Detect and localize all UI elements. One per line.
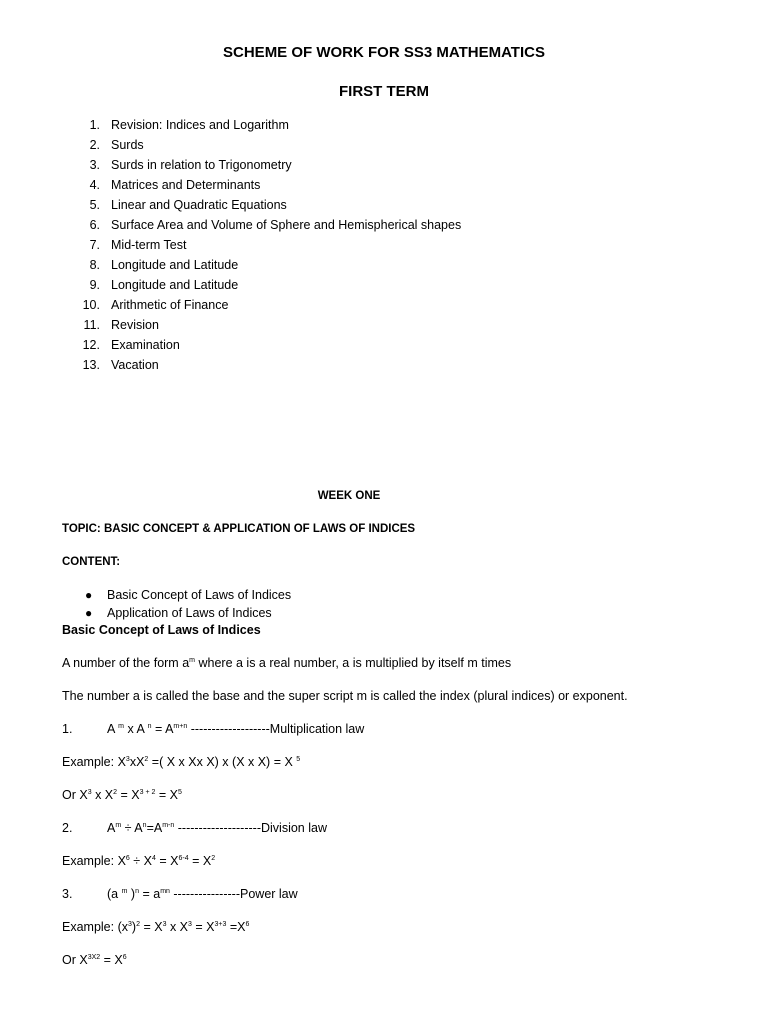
- list-item: [0, 138, 768, 156]
- list-item-number: 2.: [89, 138, 100, 152]
- power-law: (a $^m$ )$^n = a^{mn}$ ----------------Power law: [107, 887, 298, 901]
- list-item-text: Longitude and Latitude: [111, 278, 239, 292]
- list-item: [0, 298, 768, 316]
- list-item: [0, 258, 768, 276]
- content-label: CONTENT:: [62, 556, 121, 568]
- list-item: [0, 338, 768, 356]
- list-item-number: 9.: [89, 278, 100, 292]
- list-item-text: Revision: [111, 318, 159, 332]
- bullet-icon: ●: [85, 588, 93, 602]
- list-item-text: Mid-term Test: [111, 238, 187, 252]
- list-item-number: 3.: [89, 158, 100, 172]
- example-multiplication: Example: $X^3xX^2$ =( X x Xx X) x (X x X) = X $^5$: [62, 755, 301, 769]
- list-item-number: 6.: [89, 218, 100, 232]
- list-item-number: 11.: [83, 318, 100, 332]
- paragraph-base-index: The number a is called the base and the super script m is called the index (plural indices) or exponent.: [62, 689, 628, 703]
- list-item-number: 10.: [82, 298, 100, 312]
- list-item: [0, 118, 768, 136]
- list-item-text: Examination: [111, 338, 180, 352]
- list-item-number: 7.: [89, 238, 100, 252]
- section-heading: Basic Concept of Laws of Indices: [62, 623, 261, 637]
- list-item: [0, 278, 768, 296]
- list-item-text: Surds in relation to Trigonometry: [111, 158, 292, 172]
- list-item: [0, 218, 768, 236]
- example-multiplication-alt: Or $X^3$ x $X^2 = X^{3 + 2} = X^5$: [62, 788, 182, 802]
- list-item: [0, 318, 768, 336]
- list-item-number: 1.: [89, 118, 100, 132]
- list-item-text: Arithmetic of Finance: [111, 298, 229, 312]
- list-item: [0, 588, 768, 606]
- example-division: Example: $X^6 \div X^4 = X^{6-4} = X^2$: [62, 854, 216, 868]
- list-item-number: 13.: [82, 358, 100, 372]
- list-item: [0, 606, 768, 624]
- term-heading: FIRST TERM: [339, 83, 429, 100]
- law-number: 3.: [62, 887, 73, 901]
- list-item-text: Surface Area and Volume of Sphere and Hemispherical shapes: [111, 218, 462, 232]
- list-item: [0, 238, 768, 256]
- law-number: 1.: [62, 722, 73, 736]
- example-power-alt: Or $X^{3X2} = X^6$: [62, 953, 127, 967]
- multiplication-law: A $^m$ x A $^n = A^{m+n}$ -------------------Multiplication law: [107, 722, 365, 736]
- list-item-text: Surds: [111, 138, 144, 152]
- paragraph-definition: A number of the form $a^m$ where a is a real number, a is multiplied by itself m times: [62, 656, 512, 670]
- week-heading: WEEK ONE: [317, 490, 381, 502]
- bullet-text: Basic Concept of Laws of Indices: [107, 588, 292, 602]
- list-item: [0, 198, 768, 216]
- law-number: 2.: [62, 821, 73, 835]
- example-power: Example: $(x^3)^2 = X^3$ x $X^3 = X^{3+3} =X^6$: [62, 920, 250, 934]
- list-item-number: 4.: [89, 178, 100, 192]
- list-item-text: Matrices and Determinants: [111, 178, 261, 192]
- list-item-text: Linear and Quadratic Equations: [111, 198, 287, 212]
- list-item-text: Vacation: [111, 358, 159, 372]
- bullet-icon: ●: [85, 606, 93, 620]
- list-item: [0, 158, 768, 176]
- topic-heading: TOPIC: BASIC CONCEPT & APPLICATION OF LAWS OF INDICES: [62, 523, 416, 535]
- list-item-number: 5.: [89, 198, 100, 212]
- list-item-number: 8.: [89, 258, 100, 272]
- list-item: [0, 178, 768, 196]
- list-item: [0, 358, 768, 376]
- division-law: $A^m \div A^n=A^{m-n}$ --------------------Division law: [107, 821, 327, 835]
- list-item-text: Longitude and Latitude: [111, 258, 239, 272]
- list-item-text: Revision: Indices and Logarithm: [111, 118, 289, 132]
- bullet-text: Application of Laws of Indices: [107, 606, 272, 620]
- list-item-number: 12.: [82, 338, 100, 352]
- page-title: SCHEME OF WORK FOR SS3 MATHEMATICS: [223, 44, 545, 61]
